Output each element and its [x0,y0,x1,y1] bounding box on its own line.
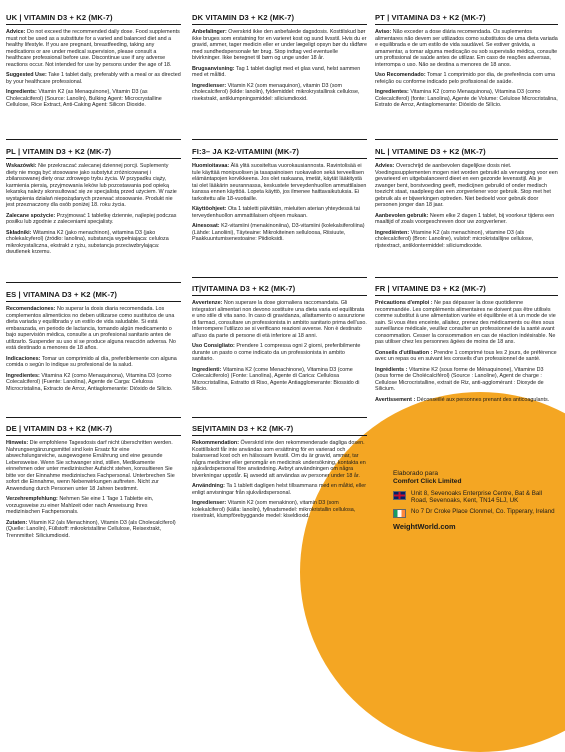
use-text: Tag 1 tablet dagligt med et glas vand, helst sammen med et måltid. [192,65,361,78]
ingredients-label: Ingredientes: [375,89,409,95]
section-pt [375,13,558,113]
advice-text: Overskrid ikke den anbefalede dagsdosis. Kosttilskud bør ikke bruges som erstatning for en varieret kost og sund livsstil. Hvis du er gravid, ammer, tager medicin eller er under lægeligt opsyn bør du rådføre med sundhedspersonale før brug. Stop indtag ved eventuelle bivirkninger. Ikke beregnet til børn og unge under 18 år. [192,29,367,61]
divider [192,139,367,140]
use-text: Prendre 1 comprimé tous les 2 jours, de préférence avec un repas ou en suivant les conseils d'un professionnel de santé. [375,349,557,362]
divider [375,277,558,278]
divider [6,139,181,140]
section-pl [6,147,181,260]
use-label: Indicaciones: [6,355,41,362]
use-text: Przyjmować 1 tabletkę dziennie, najlepiej podczas posiłku lub zgodnie z zaleceniami specjalisty. [6,212,177,225]
advice-label: Précautions d'emploi : [375,300,433,306]
divider [192,277,367,278]
section-title: UK | VITAMIN D3 + K2 (MK-7) [6,13,181,25]
advice-label: Advice: [6,29,26,35]
use-label: Användning: [192,483,225,489]
advice-text: No superar la dosis diaria recomendada. Los complementos alimenticios no deben utilizarse como sustitutos de una dieta variada y equilibrada y un estilo de vida saludable. Si está embarazada, en periodo de lactancia, tomando algún medicamento o bajo supervisión médica, consulte a un profesional sanitario antes de utilizarlo. Suspender su uso si se produce alguna reacción adversa. No está destinado a menores de 18 años. [6,306,176,351]
company-name: Comfort Click Limited [393,477,462,485]
ingredients-text: Vitamin K2 (als Menachinon), Vitamin D3 (als Cholecalciferol) (Quelle: Lanolin), Füllstoff: mikrokristalline Cellulose, Reisextrakt, Trennmittel: Siliciumdioxid. [6,519,176,539]
use-label: Conseils d'utilisation : [375,349,433,356]
ingredients-text: Vitamine K2 (als menachinon), vitamine D3 (als cholecalciferol) (Bron: Lanoline), vulstof: microkristallijne cellulose, rijstextract, antiklontermiddel: siliciumdioxide. [375,229,534,249]
ingredients-label: Ainesosat: [192,223,220,229]
section-title: DE | VITAMIN D3 + K2 (MK-7) [6,424,181,436]
use-text: Neem elke 2 dagen 1 tablet, bij voorkeur tijdens een maaltijd of zoals voorgeschreven door uw zorgverlener. [375,212,555,225]
advice-label: Huomioitavaa: [192,163,230,169]
section-title: PT | VITAMINA D3 + K2 (MK-7) [375,13,558,25]
advice-label: Aviso: [375,29,392,35]
use-label: Uso Consigliato: [192,343,235,349]
use-text: Ta 1 tablett dagligen helst tillsammans med en måltid, eller enligt anvisningar från sjukvårdspersonal. [192,483,366,496]
ingredients-text: Vitamina K2 (como Menaquinona), Vitamina D3 (como Colecalciferol) (fonte: Lanolina), Agente de Volume: Celulose Microcristalina, Extrato de Arroz, Antiaglomerante: Dióxido de Silício. [375,89,558,108]
use-text: Take 1 tablet daily, preferably with a meal or as directed by your healthcare professional. [6,72,181,85]
website-link[interactable]: WeightWorld.com [393,522,456,532]
advice-text: Não exceder a dose diária recomendada. Os suplementos alimentares não devem ser utilizados como substitutos de uma dieta variada e equilibrada e de um estilo de vida saudável. Se estiver grávida, a amamentar, a tomar alguma medicação ou sob supervisão médica, consulte um profissional de saúde antes de utilizar. Em caso de reações adversas, interrompa o uso. Não se destina a menores de 18 anos. [375,29,558,68]
address-ie [393,508,558,518]
section-title: ES | VITAMINA D3 + K2 (MK-7) [6,290,181,302]
use-label: Zalecane spożycie: [6,212,56,219]
ingredients-label: Ingredients: [6,89,37,95]
use-text: Tomar un comprimido al día, preferiblemente con alguna comida o según lo indique su profesional de la salud. [6,355,177,368]
section-title: NL | VITAMINE D3 + K2 (MK-7) [375,147,558,159]
warning-label: Avertissement : [375,396,416,403]
ingredients-label: Ingredientes: [6,372,40,379]
advice-text: Överskrid inte den rekommenderade dagliga dosen. Kosttillskott får inte användas som ersättning för en varierad och balanserad kost och en hälsosam livsstil. Om du är gravid, ammar, tar några mediciner eller genomgår en medicinsk undersökning, kontakta en sjukvårdspersonal före användning. Avbryt användningen om några biverkningar uppstår. Ej avsedd att användas av personer under 18 år. [192,440,366,479]
ingredients-text: Vitamine K2 (sous forme de Ménaquinone), Vitamine D3 (sous forme de Cholécalciférol) (Source : Lanoline), Agent de charge : Cellulose Microcristalline, extrait de Riz, anti-agglomérant : Dioxyde de Silicium. [375,366,544,392]
ingredients-text: Witamina K2 (jako menachinon), witamina D3 (jako cholekalcyferol) (źródło: lanolina), substancja wypełniająca: celuloza mikrokrystaliczna, ekstrakt z ryżu, substancja przeciwzbrylająca: dwutlenek krzemu. [6,229,169,255]
advice-text: Älä ylitä suositeltua vuorokausiannosta. Ravintolisää ei tule käyttää monipuolisen ja tasapainoisen ruokavalion sekä terveellisen elämäntapojen korvikkeena. Jos olet raskaana, imetät, käytät lääkitystä tai olet lääkärin seurannassa, keskustele terveydenhuollon ammattilaisen kanssa ennen käyttöä. Lopeta käyttö, jos ilmenee haittavaikutuksia. Ei tarkoitettu alle 18-vuotiaille. [192,163,367,202]
use-label: Verzehrempfehlung: [6,496,58,502]
advice-text: Do not exceed the recommended daily dose. Food supplements must not be used as a substitute for a varied and balanced diet and a healthy lifestyle. If you are pregnant, breastfeeding, taking any medications or are under medical supervision, please consult a healthcare professional before use. Discontinue use if any adverse reactions occur. Not intended for use by persons under the age of 18. [6,29,180,68]
ingredients-label: Ingredienser: [192,500,227,506]
ingredients-label: Ingredienti: [192,366,222,373]
ingredients-label: Składniki: [6,229,32,236]
advice-label: Hinweis: [6,440,29,446]
section-title: DK VITAMIN D3 + K2 (MK-7) [192,13,367,25]
ingredients-text: Vitamin K2 (som menaquinon), vitamin D3 (som cholecalciferol) (kilde: lanolin), fyldemiddel: mikrokrystallinsk cellulose, risekstrakt, antiklumpningsmiddel: siliciumdioxid. [192,82,360,102]
ingredients-label: Ingrediënten: [375,229,410,236]
ireland-flag-icon [393,509,406,518]
advice-text: Overschrijd de aanbevolen dagelijkse dosis niet. Voedingssupplementen mogen niet worden gebruikt als vervanging voor een gevarieerd en uitgebalanceerd dieet en een gezonde levensstijl. Als je zwanger bent, borstvoeding geeft, medicijnen gebruikt of onder medisch toezicht staat, raadpleeg dan een zorgverlener voor gebruik. Stop met het gebruik als er bijwerkingen optreden. Niet bedoeld voor gebruik door personen jonger dan 18 jaar. [375,163,558,208]
advice-text: Die empfohlene Tagesdosis darf nicht überschritten werden. Nahrungsergänzungsmittel sind kein Ersatz für eine abwechslungsreiche, ausgewogene Ernährung und eine gesunde Lebensweise. Wenn Sie schwanger sind, stillen, Medikamente einnehmen oder unter medizinischer Aufsicht stehen, konsultieren Sie bitte vor der Einnahme medizinisches Fachpersonal. Unterbrechen Sie sofort die Einnahme, wenn Nebenwirkungen auftreten. Nicht zur Anwendung durch Personen unter 18 Jahren bestimmt. [6,440,175,492]
ingredients-label: Zutaten: [6,519,28,526]
divider [375,139,558,140]
section-title: FR | VITAMINE D3 + K2 (MK-7) [375,284,558,296]
use-label: Uso Recomendado: [375,72,426,78]
ingredients-text: Vitamina K2 (como Menaquinona), Vitamina D3 (como Colecalciferol) (Fuente: Lanolina), Agente de Carga: Celulosa Microcristalina, Extracto de Arroz, Antiaglomerante: Dióxido de Silicio. [6,372,173,392]
divider [6,417,181,418]
ingredients-text: Vitamina K2 (come Menachinone), Vitamina D3 (come Colecalciferolo) (Fonte: Lanolina), Agente di Carica: Cellulosa Microcristallina, Estratto di Riso, Agente Antiagglomerante: Biossido di Silicio. [192,366,360,392]
advice-label: Anbefalinger: [192,29,227,35]
section-fi [192,147,367,247]
made-for-label: Elaborado para [393,470,439,477]
advice-text: Ne pas dépasser la dose quotidienne recommandée. Les compléments alimentaires ne doivent pas être utilisés comme substitut à une alimentation variée et équilibrée et à un mode de vie sain. Si vous êtes enceinte, allaitez, prenez des médicaments ou êtes sous surveillance médicale, veuillez consulter un professionnel de la santé avant consommation. Cesser la consommation en cas de réaction indésirable. Ne pas utiliser chez les personnes âgées de moins de 18 ans. [375,300,556,345]
section-it [192,284,367,397]
section-de [6,424,181,543]
advice-label: Avvertenze: [192,300,223,306]
use-label: Aanbevolen gebruik: [375,212,429,219]
uk-flag-icon [393,491,406,500]
section-title: IT|VITAMINA D3 + K2 (MK-7) [192,284,367,296]
ingredients-text: K2-vitamiini (menakinoniina), D3-vitamiini (kolekalsiferoliina) (Lähde: Lanoliini), Täyteaine: Mikrokiteinen selluloosa, Riisiuute, Paakkuuntumisenestoaine: Piidioksidi. [192,223,365,242]
section-es [6,290,181,396]
manufacturer-block [393,470,558,531]
address-ie-text: No 7 Dr Croke Place Clonmel, Co. Tipperary, Ireland [411,508,555,516]
section-title: FI:3– JA K2-VITAMIINI (MK-7) [192,147,367,159]
warning-text: Déconseillé aux personnes prenant des anticoagulants. [416,396,550,403]
use-text: Prendere 1 compressa ogni 2 giorni, preferibilmente durante un pasto o come indicato da un professionista in ambito sanitario. [192,343,361,362]
section-title: PL | VITAMIN D3 + K2 (MK-7) [6,147,181,159]
use-label: Suggested Use: [6,72,47,78]
divider [6,282,181,283]
section-nl [375,147,558,253]
use-text: Nehmen Sie eine 1 Tage 1 Tablette ein, vorzugsweise zu einer Mahlzeit oder nach Anweisung Ihres medizinischen Fachpersonals. [6,496,154,515]
section-dk [192,13,367,106]
advice-label: Wskazówki: [6,163,37,169]
advice-text: Non superare la dose giornaliera raccomandata. Gli integratori alimentari non devono sostituire una dieta varia ed equilibrata e uno stile di vita sano. In caso di gravidanza, allattamento o assunzione di farmaci, consultare un professionista in ambito sanitario prima dell'uso. Interrompere l'utilizzo se si verificano reazioni avverse. Non è destinato all'uso da parte di persone di età inferiore ai 18 anni. [192,300,367,339]
section-uk [6,13,181,113]
section-title: SE|VITAMIN D3 + K2 (MK-7) [192,424,367,436]
use-text: Ota 1 tabletti päivittäin, mieluiten aterian yhteydessä tai terveydenhuollon ammattilaisen ohjeen mukaan. [192,206,360,219]
ingredients-text: Vitamin K2 (as Menaquinone), Vitamin D3 (as Cholecalciferol) (Source: Lanolin), Bulking Agent: Microcrystalline Cellulose, Rice Extract, Anti-Caking Agent: Silicon Dioxide. [6,89,162,108]
address-uk [393,490,558,505]
advice-label: Advies: [375,163,395,169]
address-uk-text: Unit 8, Sevenoaks Enterprise Centre, Bat & Ball Road, Sevenoaks, Kent, TN14 5LJ, UK [411,489,543,504]
use-label: Käyttöohjeet: [192,206,227,212]
section-fr [375,284,558,407]
ingredients-text: Vitamin K2 (som menakinon), vitamin D3 (som kolekalciferol) (källa: lanolin), fyllnadsmedel: mikrokristallin cellulosa, risextrakt, klumpförebyggande medel: kiseldioxid. [192,500,356,519]
ingredients-label: Ingredienser: [192,82,227,89]
divider [192,417,367,418]
use-label: Brugsanvisning: [192,65,235,72]
advice-text: Nie przekraczać zalecanej dziennej porcji. Suplementy diety nie mogą być stosowane jako substytut zróżnicowanej i zbilansowanej diety oraz zdrowego trybu życia. W przypadku ciąży, karmienia piersią, przyjmowania leków lub pozostawania pod opieką lekarską należy skonsultować się ze specjalistą przed użyciem. W razie wystąpienia działań niepożądanych przerwać stosowanie. Produkt nie jest przeznaczony dla osób poniżej 18. roku życia. [6,163,177,208]
ingredients-label: Ingrédients : [375,366,408,373]
use-text: Tomar 1 comprimido por dia, de preferência com uma refeição ou conforme indicado pelo profissional de saúde. [375,72,555,85]
advice-label: Recomendaciones: [6,306,56,312]
advice-label: Rekommendation: [192,440,240,446]
section-se [192,424,367,524]
